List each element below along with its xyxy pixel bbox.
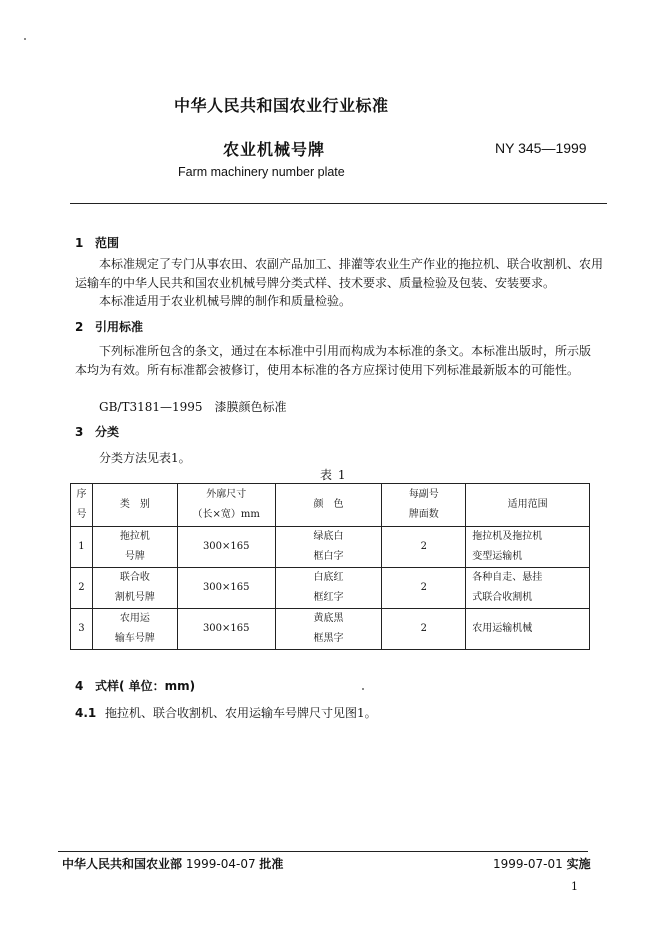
cell-count: 2 — [382, 527, 466, 568]
header-count: 每副号 牌面数 — [382, 484, 466, 527]
cell-seq: 2 — [71, 568, 93, 609]
table-row — [71, 527, 590, 568]
section-number: 4 — [75, 679, 84, 693]
subsection-number: 4.1 — [75, 706, 97, 720]
cell-scope: 各种自走、悬挂 式联合收割机 — [466, 568, 590, 609]
table-header-row — [71, 484, 590, 527]
section-2-paragraph: 下列标准所包含的条文，通过在本标准中引用而构成为本标准的条文。本标准出版时，所示版本均为有效。所有标准都会被修订，使用本标准的各方应探讨使用下列标准最新版本的可能性。 — [75, 344, 592, 377]
table-caption: 表 1 — [320, 468, 347, 482]
reference-title: 漆膜颜色标准 — [214, 400, 287, 414]
cell-size: 300×165 — [177, 527, 275, 568]
section-1-heading — [75, 234, 119, 251]
scan-speck — [24, 38, 26, 40]
section-1-paragraph-1: 本标准规定了专门从事农田、农副产品加工、排灌等农业生产作业的拖拉机、联合收割机、农用运输车的中华人民共和国农业机械号牌分类式样、技术要求、质量检验及包装、安装要求。 — [75, 257, 604, 290]
subsection-4-1 — [75, 704, 377, 721]
header-scope: 适用范围 — [466, 484, 590, 527]
header-color: 颜 色 — [275, 484, 382, 527]
standard-code: NY 345—1999 — [495, 140, 587, 156]
cell-scope: 拖拉机及拖拉机 变型运输机 — [466, 527, 590, 568]
section-2-heading — [75, 318, 143, 335]
page-number: 1 — [571, 880, 578, 893]
cell-scope: 农用运输机械 — [466, 609, 590, 650]
cell-count: 2 — [382, 609, 466, 650]
referenced-standard — [99, 398, 287, 417]
classification-table — [70, 483, 590, 650]
subsection-text: 拖拉机、联合收割机、农用运输车号牌尺寸见图1。 — [105, 706, 377, 720]
footer-rule — [58, 851, 588, 852]
cell-category: 联合收 割机号牌 — [92, 568, 177, 609]
cell-category: 农用运 输车号牌 — [92, 609, 177, 650]
approve-label: 批准 — [259, 857, 284, 871]
section-number: 2 — [75, 320, 84, 334]
english-title: Farm machinery number plate — [178, 165, 345, 179]
issue-line — [62, 855, 283, 872]
cell-seq: 3 — [71, 609, 93, 650]
ministry-heading: 中华人民共和国农业行业标准 — [174, 96, 389, 115]
effective-line — [493, 855, 591, 872]
table-row — [71, 609, 590, 650]
header-seq: 序号 — [71, 484, 93, 527]
header-category: 类 别 — [92, 484, 177, 527]
cell-color: 黄底黑 框黑字 — [275, 609, 382, 650]
reference-code: GB/T3181—1995 — [99, 400, 203, 414]
section-3-paragraph: 分类方法见表1。 — [99, 451, 191, 465]
section-title: 引用标准 — [95, 320, 144, 334]
issue-date: 1999-04-07 — [185, 857, 256, 871]
cell-category: 拖拉机 号牌 — [92, 527, 177, 568]
effective-date: 1999-07-01 — [493, 857, 563, 871]
issuer: 中华人民共和国农业部 — [62, 857, 183, 871]
section-number: 3 — [75, 425, 84, 439]
table-row — [71, 568, 590, 609]
scan-speck — [362, 688, 364, 690]
cell-color: 绿底白 框白字 — [275, 527, 382, 568]
cell-color: 白底红 框红字 — [275, 568, 382, 609]
section-4-heading — [75, 677, 195, 694]
header-size: 外廓尺寸 （长×宽）mm — [177, 484, 275, 527]
cell-count: 2 — [382, 568, 466, 609]
section-title: 分类 — [95, 425, 120, 439]
section-title: 范围 — [95, 236, 120, 250]
cell-size: 300×165 — [177, 568, 275, 609]
section-title: 式样( 单位：mm) — [95, 679, 196, 693]
section-1-paragraph-2: 本标准适用于农业机械号牌的制作和质量检验。 — [99, 294, 352, 308]
effective-label: 实施 — [566, 857, 591, 871]
cell-seq: 1 — [71, 527, 93, 568]
cell-size: 300×165 — [177, 609, 275, 650]
section-number: 1 — [75, 236, 84, 250]
header-rule — [70, 203, 607, 204]
section-3-heading — [75, 423, 119, 440]
document-title: 农业机械号牌 — [223, 140, 326, 159]
